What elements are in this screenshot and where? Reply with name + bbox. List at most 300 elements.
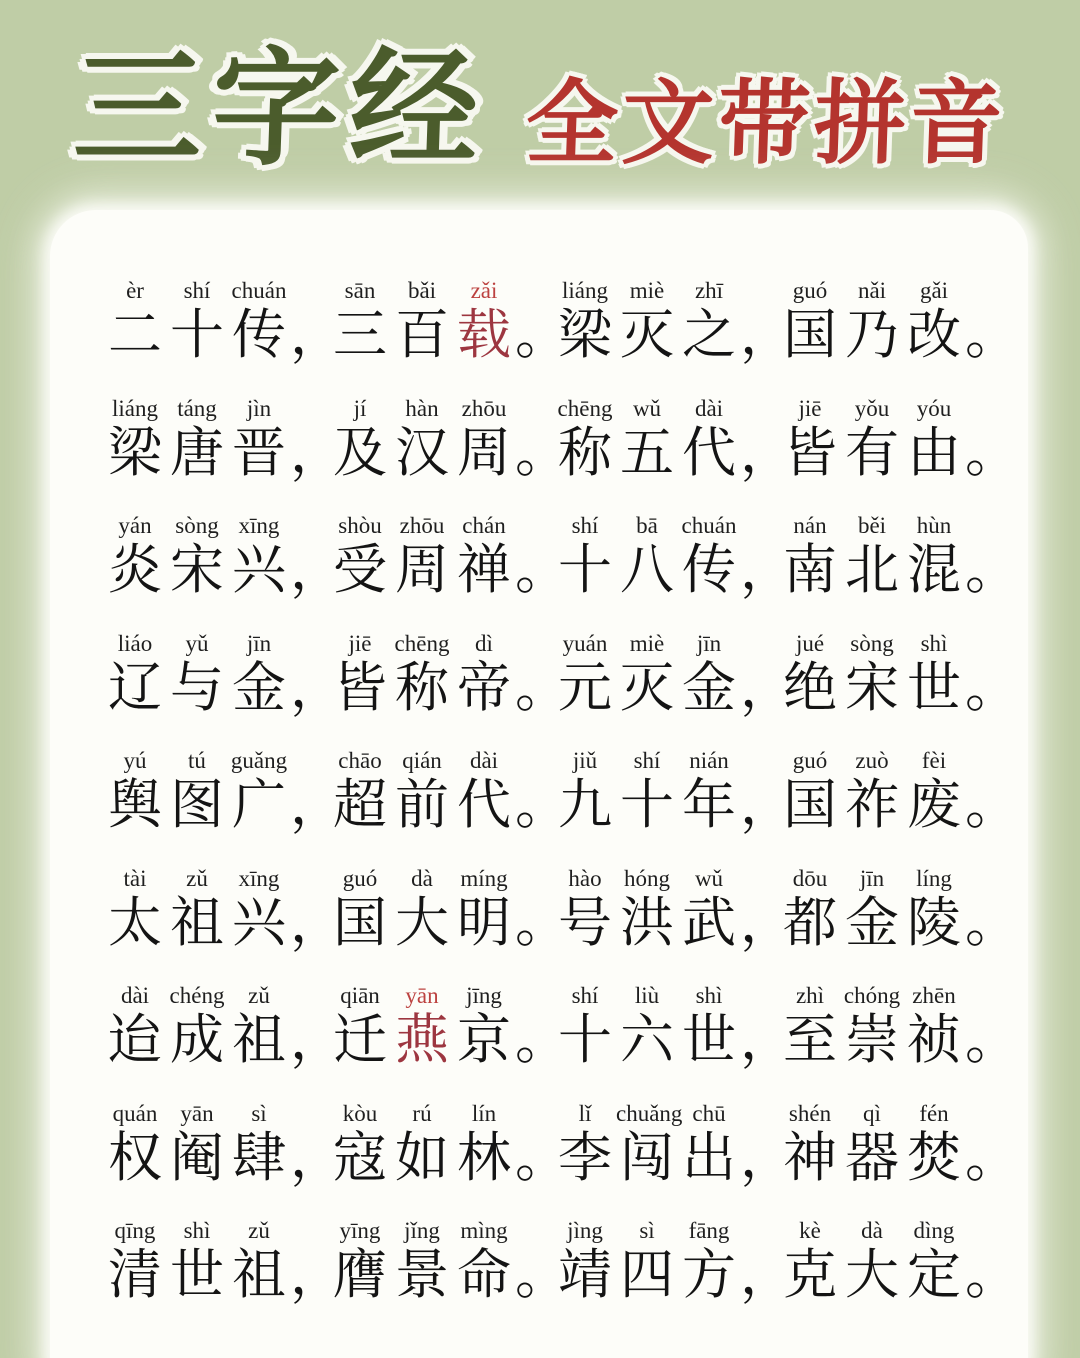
hanzi-line bbox=[779, 538, 1019, 601]
phrase-group bbox=[104, 1214, 344, 1306]
pinyin-syllable: dài bbox=[469, 748, 499, 773]
hanzi-char: 金 bbox=[845, 890, 899, 954]
hanzi-char: 禅 bbox=[457, 538, 511, 601]
pinyin-syllable: zǔ bbox=[248, 1218, 270, 1243]
verse-row bbox=[104, 392, 1020, 510]
phrase-group bbox=[329, 392, 569, 484]
pinyin-line bbox=[329, 1214, 554, 1244]
pinyin-line bbox=[329, 509, 554, 539]
pinyin-line bbox=[554, 744, 779, 774]
pinyin-syllable: qiān bbox=[340, 983, 380, 1008]
hanzi-line bbox=[779, 890, 1019, 954]
hanzi-char: 元 bbox=[558, 655, 612, 719]
pinyin-syllable: zuò bbox=[855, 748, 889, 773]
hanzi-char: 兴 bbox=[232, 890, 286, 954]
pinyin-syllable: yān bbox=[405, 983, 439, 1008]
hanzi-char: 定 bbox=[907, 1243, 961, 1306]
hanzi-char: 陵 bbox=[907, 890, 961, 954]
pinyin-syllable: guó bbox=[342, 865, 378, 891]
hanzi-char: 传 bbox=[232, 303, 286, 366]
hanzi-char: 辽 bbox=[108, 655, 162, 719]
pinyin-line bbox=[779, 392, 1004, 422]
hanzi-char: 林 bbox=[457, 1125, 511, 1189]
pinyin-syllable: lǐ bbox=[578, 1100, 592, 1126]
pinyin-line bbox=[104, 627, 329, 657]
hanzi-char: 肆 bbox=[232, 1125, 286, 1189]
hanzi-char: 受 bbox=[333, 538, 387, 601]
punctuation: 。 bbox=[965, 890, 1019, 954]
punctuation: ， bbox=[290, 1125, 344, 1189]
hanzi-char: 清 bbox=[108, 1243, 162, 1306]
pinyin-syllable: wǔ bbox=[694, 865, 724, 891]
punctuation: 。 bbox=[515, 773, 569, 836]
hanzi-char: 前 bbox=[395, 773, 449, 836]
hanzi-char: 三 bbox=[333, 303, 387, 366]
punctuation: 。 bbox=[515, 538, 569, 601]
pinyin-syllable: èr bbox=[126, 278, 144, 303]
pinyin-syllable: sòng bbox=[850, 630, 894, 656]
hanzi-char: 南 bbox=[783, 538, 837, 601]
pinyin-syllable: chuán bbox=[231, 278, 287, 303]
pinyin-syllable: běi bbox=[857, 513, 887, 538]
hanzi-line bbox=[554, 1125, 794, 1189]
hanzi-line bbox=[329, 1243, 569, 1306]
pinyin-syllable: shòu bbox=[338, 513, 382, 538]
hanzi-line bbox=[104, 1125, 344, 1189]
pinyin-syllable: shì bbox=[920, 630, 948, 656]
pinyin-syllable: zǔ bbox=[248, 983, 270, 1008]
pinyin-syllable: chéng bbox=[169, 983, 225, 1008]
pinyin-syllable: jīng bbox=[466, 983, 502, 1008]
hanzi-char: 靖 bbox=[558, 1243, 612, 1306]
punctuation: ， bbox=[740, 773, 794, 836]
hanzi-char: 宋 bbox=[170, 538, 224, 601]
pinyin-syllable: nǎi bbox=[857, 278, 887, 303]
hanzi-char: 国 bbox=[783, 773, 837, 836]
hanzi-char: 大 bbox=[395, 890, 449, 954]
hanzi-char: 宋 bbox=[845, 655, 899, 719]
punctuation: ， bbox=[290, 655, 344, 719]
pinyin-syllable: jué bbox=[795, 630, 825, 656]
pinyin-syllable: shí bbox=[571, 513, 599, 538]
hanzi-char: 祖 bbox=[232, 1008, 286, 1071]
punctuation: 。 bbox=[515, 420, 569, 484]
pinyin-syllable: bǎi bbox=[407, 278, 437, 303]
pinyin-syllable: yán bbox=[118, 513, 152, 538]
hanzi-line bbox=[329, 538, 569, 601]
phrase-group bbox=[554, 979, 794, 1071]
hanzi-char: 代 bbox=[682, 420, 736, 484]
pinyin-syllable: zhī bbox=[694, 278, 724, 303]
pinyin-line bbox=[554, 274, 779, 304]
pinyin-line bbox=[554, 392, 779, 422]
hanzi-char: 神 bbox=[783, 1125, 837, 1189]
hanzi-char: 膺 bbox=[333, 1243, 387, 1306]
pinyin-syllable: fāng bbox=[688, 1218, 730, 1243]
hanzi-char: 至 bbox=[783, 1008, 837, 1071]
punctuation: ， bbox=[740, 1008, 794, 1071]
phrase-group bbox=[104, 862, 344, 954]
hanzi-line bbox=[554, 1243, 794, 1306]
pinyin-syllable: jiǔ bbox=[572, 748, 598, 773]
pinyin-syllable: mìng bbox=[460, 1218, 508, 1243]
pinyin-syllable: kòu bbox=[342, 1100, 378, 1126]
phrase-group bbox=[329, 509, 569, 601]
hanzi-line bbox=[554, 773, 794, 836]
hanzi-char: 克 bbox=[783, 1243, 837, 1306]
pinyin-line bbox=[104, 979, 329, 1009]
hanzi-char: 祚 bbox=[845, 773, 899, 836]
hanzi-char: 之 bbox=[682, 303, 736, 366]
pinyin-syllable: yóu bbox=[916, 395, 952, 421]
pinyin-syllable: qì bbox=[863, 1100, 881, 1126]
pinyin-line bbox=[554, 509, 779, 539]
pinyin-syllable: jiē bbox=[798, 395, 822, 421]
page-title: 三字经 bbox=[71, 35, 491, 184]
pinyin-line bbox=[104, 1214, 329, 1244]
punctuation: ， bbox=[740, 538, 794, 601]
pinyin-syllable: yuán bbox=[562, 630, 608, 656]
phrase-group bbox=[779, 1097, 1019, 1189]
hanzi-line bbox=[779, 1243, 1019, 1306]
hanzi-line bbox=[779, 655, 1019, 719]
phrase-group bbox=[779, 862, 1019, 954]
hanzi-char: 改 bbox=[907, 303, 961, 366]
pinyin-syllable: jìn bbox=[246, 395, 272, 421]
hanzi-line bbox=[104, 773, 344, 836]
pinyin-line bbox=[779, 862, 1004, 892]
hanzi-char: 十 bbox=[170, 303, 224, 366]
page-header bbox=[0, 0, 1080, 212]
hanzi-char: 舆 bbox=[108, 773, 162, 836]
punctuation: 。 bbox=[515, 1125, 569, 1189]
hanzi-char: 方 bbox=[682, 1243, 736, 1306]
hanzi-line bbox=[779, 773, 1019, 836]
pinyin-line bbox=[329, 979, 554, 1009]
hanzi-char: 崇 bbox=[845, 1008, 899, 1071]
hanzi-char: 兴 bbox=[232, 538, 286, 601]
hanzi-char: 金 bbox=[682, 655, 736, 719]
pinyin-syllable: guó bbox=[792, 278, 828, 303]
verse-row bbox=[104, 509, 1020, 627]
hanzi-char: 燕 bbox=[395, 1008, 449, 1071]
pinyin-syllable: liáng bbox=[112, 395, 158, 421]
phrase-group bbox=[104, 979, 344, 1071]
hanzi-char: 五 bbox=[620, 420, 674, 484]
phrase-group bbox=[554, 744, 794, 836]
punctuation: ， bbox=[290, 303, 344, 366]
punctuation: ， bbox=[290, 420, 344, 484]
pinyin-line bbox=[329, 627, 554, 657]
hanzi-line bbox=[104, 1243, 344, 1306]
hanzi-line bbox=[779, 303, 1019, 366]
pinyin-line bbox=[779, 1214, 1004, 1244]
hanzi-line bbox=[104, 538, 344, 601]
phrase-group bbox=[554, 862, 794, 954]
page-subtitle: 全文带拼音 bbox=[524, 70, 1008, 177]
pinyin-line bbox=[329, 392, 554, 422]
pinyin-syllable: zhēn bbox=[912, 983, 956, 1008]
pinyin-line bbox=[104, 274, 329, 304]
hanzi-char: 闯 bbox=[620, 1125, 674, 1189]
punctuation: ， bbox=[740, 890, 794, 954]
hanzi-char: 年 bbox=[682, 773, 736, 836]
phrase-group bbox=[554, 1214, 794, 1306]
pinyin-syllable: chuǎng bbox=[616, 1100, 683, 1126]
pinyin-line bbox=[104, 509, 329, 539]
pinyin-syllable: shì bbox=[695, 983, 723, 1008]
hanzi-char: 金 bbox=[232, 655, 286, 719]
pinyin-syllable: nán bbox=[793, 513, 827, 538]
phrase-group bbox=[554, 274, 794, 366]
hanzi-char: 号 bbox=[558, 890, 612, 954]
hanzi-char: 废 bbox=[907, 773, 961, 836]
hanzi-line bbox=[104, 890, 344, 954]
hanzi-char: 十 bbox=[620, 773, 674, 836]
pinyin-syllable: gǎi bbox=[919, 278, 949, 303]
pinyin-syllable: shí bbox=[571, 983, 599, 1008]
hanzi-char: 洪 bbox=[620, 890, 674, 954]
phrase-group bbox=[554, 627, 794, 719]
punctuation: 。 bbox=[515, 1243, 569, 1306]
hanzi-char: 四 bbox=[620, 1243, 674, 1306]
hanzi-line bbox=[104, 420, 344, 484]
hanzi-char: 景 bbox=[395, 1243, 449, 1306]
hanzi-line bbox=[329, 1008, 569, 1071]
pinyin-line bbox=[779, 1097, 1004, 1127]
pinyin-syllable: shí bbox=[633, 748, 661, 773]
pinyin-syllable: yān bbox=[180, 1100, 214, 1126]
phrase-group bbox=[104, 1097, 344, 1189]
hanzi-char: 李 bbox=[558, 1125, 612, 1189]
hanzi-line bbox=[104, 655, 344, 719]
phrase-group bbox=[104, 509, 344, 601]
hanzi-char: 权 bbox=[108, 1125, 162, 1189]
pinyin-line bbox=[104, 392, 329, 422]
pinyin-syllable: shì bbox=[183, 1218, 211, 1243]
pinyin-syllable: yīng bbox=[339, 1218, 381, 1243]
pinyin-syllable: chēng bbox=[557, 395, 613, 421]
phrase-group bbox=[104, 274, 344, 366]
hanzi-char: 炎 bbox=[108, 538, 162, 601]
pinyin-syllable: chuán bbox=[681, 513, 737, 538]
pinyin-syllable: hàn bbox=[405, 395, 439, 421]
pinyin-syllable: fén bbox=[919, 1100, 949, 1126]
hanzi-char: 混 bbox=[907, 538, 961, 601]
hanzi-char: 灭 bbox=[620, 303, 674, 366]
pinyin-syllable: dà bbox=[411, 865, 433, 891]
hanzi-char: 器 bbox=[845, 1125, 899, 1189]
hanzi-char: 周 bbox=[395, 538, 449, 601]
pinyin-line bbox=[329, 862, 554, 892]
hanzi-char: 八 bbox=[620, 538, 674, 601]
punctuation: 。 bbox=[515, 890, 569, 954]
hanzi-char: 寇 bbox=[333, 1125, 387, 1189]
pinyin-syllable: jí bbox=[353, 395, 367, 421]
hanzi-line bbox=[554, 1008, 794, 1071]
pinyin-syllable: miè bbox=[629, 278, 665, 303]
hanzi-char: 称 bbox=[558, 420, 612, 484]
pinyin-syllable: chū bbox=[692, 1100, 726, 1126]
phrase-group bbox=[329, 744, 569, 836]
phrase-group bbox=[104, 392, 344, 484]
pinyin-syllable: míng bbox=[460, 865, 508, 891]
pinyin-syllable: zhōu bbox=[399, 513, 445, 538]
hanzi-char: 传 bbox=[682, 538, 736, 601]
hanzi-line bbox=[779, 1008, 1019, 1071]
hanzi-char: 唐 bbox=[170, 420, 224, 484]
punctuation: 。 bbox=[965, 655, 1019, 719]
pinyin-line bbox=[329, 744, 554, 774]
pinyin-syllable: liù bbox=[634, 983, 660, 1008]
pinyin-line bbox=[779, 744, 1004, 774]
pinyin-syllable: kè bbox=[799, 1218, 821, 1243]
pinyin-syllable: yǔ bbox=[185, 630, 209, 656]
verse-row bbox=[104, 979, 1020, 1097]
hanzi-line bbox=[554, 420, 794, 484]
pinyin-syllable: shí bbox=[183, 278, 211, 303]
punctuation: 。 bbox=[965, 1243, 1019, 1306]
pinyin-syllable: jiē bbox=[348, 630, 372, 656]
hanzi-char: 京 bbox=[457, 1008, 511, 1071]
punctuation: 。 bbox=[515, 1008, 569, 1071]
phrase-group bbox=[329, 1097, 569, 1189]
hanzi-char: 及 bbox=[333, 420, 387, 484]
punctuation: 。 bbox=[515, 655, 569, 719]
hanzi-line bbox=[329, 1125, 569, 1189]
punctuation: 。 bbox=[965, 538, 1019, 601]
hanzi-line bbox=[554, 890, 794, 954]
punctuation: ， bbox=[290, 773, 344, 836]
hanzi-char: 迁 bbox=[333, 1008, 387, 1071]
hanzi-char: 超 bbox=[333, 773, 387, 836]
hanzi-char: 迨 bbox=[108, 1008, 162, 1071]
pinyin-syllable: tài bbox=[123, 865, 147, 891]
pinyin-syllable: guǎng bbox=[230, 748, 288, 773]
punctuation: 。 bbox=[965, 303, 1019, 366]
hanzi-line bbox=[554, 538, 794, 601]
pinyin-syllable: táng bbox=[177, 395, 217, 421]
hanzi-char: 载 bbox=[457, 303, 511, 366]
pinyin-syllable: jǐng bbox=[404, 1218, 440, 1243]
pinyin-syllable: hào bbox=[568, 865, 602, 891]
pinyin-syllable: shén bbox=[788, 1100, 832, 1126]
pinyin-syllable: qián bbox=[402, 748, 442, 773]
pinyin-syllable: chēng bbox=[394, 630, 450, 656]
pinyin-line bbox=[554, 1214, 779, 1244]
verse-row bbox=[104, 744, 1020, 862]
hanzi-char: 太 bbox=[108, 890, 162, 954]
pinyin-syllable: zǎi bbox=[470, 278, 498, 303]
hanzi-line bbox=[329, 890, 569, 954]
pinyin-syllable: xīng bbox=[238, 513, 280, 538]
hanzi-char: 焚 bbox=[907, 1125, 961, 1189]
hanzi-char: 祖 bbox=[232, 1243, 286, 1306]
pinyin-line bbox=[104, 1097, 329, 1127]
pinyin-syllable: hóng bbox=[624, 865, 670, 891]
punctuation: ， bbox=[290, 1243, 344, 1306]
phrase-group bbox=[779, 274, 1019, 366]
hanzi-char: 祖 bbox=[170, 890, 224, 954]
pinyin-syllable: dài bbox=[120, 983, 150, 1008]
hanzi-line bbox=[329, 773, 569, 836]
pinyin-syllable: miè bbox=[629, 630, 665, 656]
pinyin-line bbox=[329, 274, 554, 304]
phrase-group bbox=[779, 1214, 1019, 1306]
hanzi-char: 如 bbox=[395, 1125, 449, 1189]
pinyin-syllable: sì bbox=[639, 1218, 655, 1243]
pinyin-syllable: guó bbox=[792, 748, 828, 773]
punctuation: 。 bbox=[515, 303, 569, 366]
pinyin-syllable: dōu bbox=[792, 865, 828, 891]
hanzi-char: 晋 bbox=[232, 420, 286, 484]
hanzi-char: 图 bbox=[170, 773, 224, 836]
pinyin-syllable: zhì bbox=[795, 983, 825, 1008]
pinyin-syllable: qīng bbox=[114, 1218, 156, 1243]
punctuation: 。 bbox=[965, 1008, 1019, 1071]
pinyin-syllable: chán bbox=[462, 513, 506, 538]
punctuation: ， bbox=[290, 1008, 344, 1071]
punctuation: ， bbox=[740, 1243, 794, 1306]
pinyin-line bbox=[779, 979, 1004, 1009]
pinyin-syllable: rú bbox=[412, 1100, 432, 1126]
hanzi-line bbox=[329, 420, 569, 484]
pinyin-line bbox=[779, 627, 1004, 657]
pinyin-syllable: hùn bbox=[916, 513, 952, 538]
pinyin-syllable: dì bbox=[475, 630, 493, 656]
verse-card bbox=[58, 218, 1020, 1358]
pinyin-syllable: sòng bbox=[175, 513, 219, 538]
phrase-group bbox=[779, 744, 1019, 836]
pinyin-syllable: sì bbox=[251, 1100, 267, 1126]
punctuation: ， bbox=[290, 538, 344, 601]
verse-row bbox=[104, 1097, 1020, 1215]
hanzi-char: 出 bbox=[682, 1125, 736, 1189]
phrase-group bbox=[779, 509, 1019, 601]
hanzi-char: 祯 bbox=[907, 1008, 961, 1071]
hanzi-char: 命 bbox=[457, 1243, 511, 1306]
hanzi-char: 梁 bbox=[558, 303, 612, 366]
pinyin-syllable: líng bbox=[916, 865, 952, 891]
hanzi-line bbox=[554, 303, 794, 366]
pinyin-syllable: liáng bbox=[562, 278, 608, 303]
phrase-group bbox=[779, 392, 1019, 484]
pinyin-line bbox=[779, 509, 1004, 539]
hanzi-char: 阉 bbox=[170, 1125, 224, 1189]
punctuation: 。 bbox=[965, 773, 1019, 836]
hanzi-line bbox=[779, 1125, 1019, 1189]
phrase-group bbox=[329, 627, 569, 719]
pinyin-syllable: yǒu bbox=[854, 395, 890, 421]
hanzi-char: 代 bbox=[457, 773, 511, 836]
pinyin-syllable: quán bbox=[112, 1100, 158, 1126]
hanzi-char: 北 bbox=[845, 538, 899, 601]
hanzi-char: 成 bbox=[170, 1008, 224, 1071]
hanzi-line bbox=[779, 420, 1019, 484]
pinyin-syllable: jīn bbox=[859, 865, 885, 891]
pinyin-syllable: dìng bbox=[913, 1218, 955, 1243]
hanzi-char: 世 bbox=[170, 1243, 224, 1306]
punctuation: ， bbox=[740, 420, 794, 484]
pinyin-syllable: nián bbox=[689, 748, 729, 773]
pinyin-syllable: lín bbox=[471, 1100, 497, 1126]
pinyin-syllable: wǔ bbox=[632, 395, 662, 421]
hanzi-char: 周 bbox=[457, 420, 511, 484]
hanzi-char: 十 bbox=[558, 1008, 612, 1071]
phrase-group bbox=[104, 627, 344, 719]
phrase-group bbox=[554, 1097, 794, 1189]
punctuation: ， bbox=[740, 303, 794, 366]
